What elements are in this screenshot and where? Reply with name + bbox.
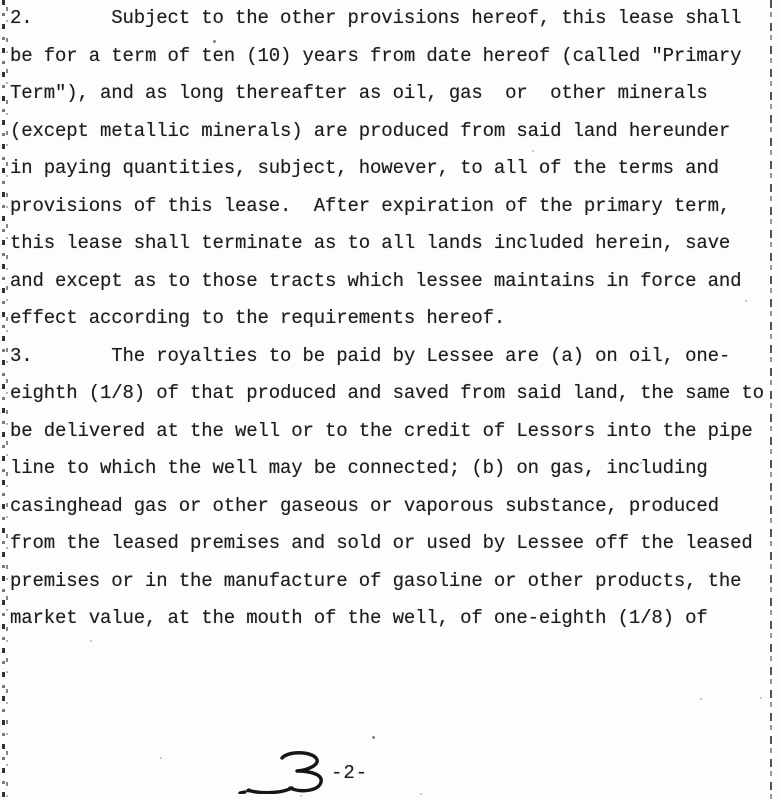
text-line: line to which the well may be connected; (b) on gas, including [10, 457, 708, 479]
text-line: casinghead gas or other gaseous or vaporous substance, produced [10, 494, 719, 517]
text-line: provisions of this lease. After expiration of the primary term, [10, 194, 731, 217]
noise-speck [90, 640, 92, 642]
handwritten-number-3 [238, 748, 338, 794]
handwritten-3-glyph [282, 753, 321, 791]
noise-speck [760, 697, 762, 699]
noise-speck [700, 698, 702, 700]
left-edge-scan-marks [2, 0, 5, 800]
noise-speck [160, 757, 162, 759]
text-line: premises or in the manufacture of gasoline or other products, the [10, 569, 742, 592]
text-line: eighth (1/8) of that produced and saved from said land, the same to [10, 382, 764, 404]
text-line: be delivered at the well or to the credit of Lessors into the pipe [10, 419, 753, 442]
text-line: in paying quantities, subject, however, to all of the terms and [10, 157, 719, 179]
text-line-paragraph-2-start: 2. Subject to the other provisions hereof, this lease shall [10, 7, 742, 29]
right-edge-scan-marks [770, 0, 772, 800]
text-line: this lease shall terminate as to all lands included herein, save [10, 232, 731, 254]
page-number: -2- [331, 762, 369, 784]
handwritten-pen-tick [240, 792, 245, 793]
noise-speck [300, 795, 302, 797]
text-line: be for a term of ten (10) years from date hereof (called "Primary [10, 44, 742, 67]
text-line-paragraph-3-start: 3. The royalties to be paid by Lessee are (a) on oil, one- [10, 344, 731, 367]
left-edge-scan-marks-inner [6, 0, 8, 800]
text-line: market value, at the mouth of the well, of one-eighth (1/8) of [10, 607, 708, 629]
text-line: (except metallic minerals) are produced from said land hereunder [10, 119, 731, 142]
text-line: and except as to those tracts which lessee maintains in force and [10, 269, 742, 292]
noise-speck [420, 793, 422, 795]
noise-speck [372, 736, 375, 739]
document-body [10, 0, 770, 638]
text-line: from the leased premises and sold or used by Lessee off the leased [10, 532, 753, 554]
handwritten-underline-flourish [248, 788, 292, 793]
text-line: Term"), and as long thereafter as oil, gas or other minerals [10, 82, 708, 104]
text-line: effect according to the requirements hereof. [10, 307, 506, 329]
